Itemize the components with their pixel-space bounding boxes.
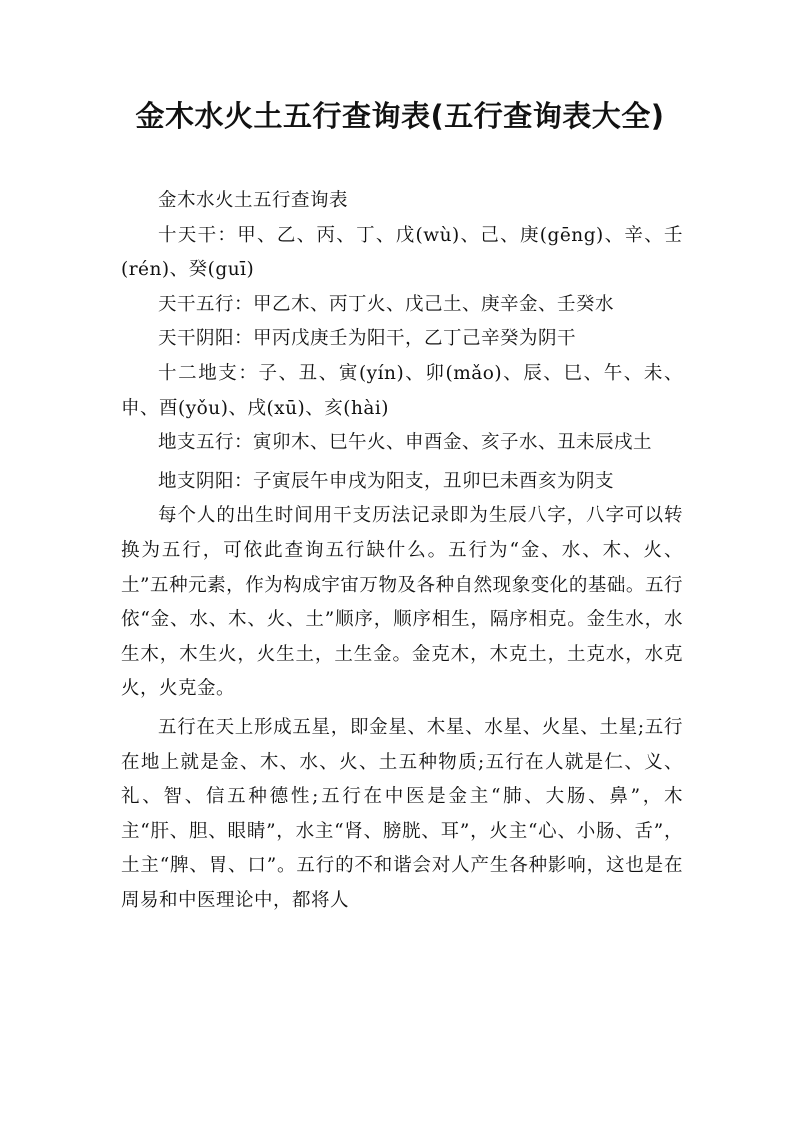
paragraph-five-stars: 五行在天上形成五星，即金星、木星、水星、火星、土星;五行在地上就是金、木、水、火、土五种物质;五行在人就是仁、义、礼、智、信五种德性;五行在中医是金主“肺、大肠、鼻”，木主“肝、胆、眼睛”，水主“肾、膀胱、耳”，火主“心、小肠、舌”，土主“脾、胃、口”。五行的不和谐会对人产生各种影响，这也是在周易和中医理论中，都将人	[121, 716, 683, 911]
page-title: 金木水火土五行查询表(五行查询表大全)	[135, 99, 665, 133]
paragraph-stems-elements: 天干五行：甲乙木、丙丁火、戊己土、庚辛金、壬癸水	[158, 293, 615, 315]
paragraph-branches-yinyang: 地支阴阳：子寅辰午申戌为阳支，丑卯巳未酉亥为阴支	[158, 470, 615, 492]
paragraph-bazi: 每个人的出生时间用干支历法记录即为生辰八字，八字可以转换为五行，可依此查询五行缺什么。五行为“金、水、木、火、土”五种元素，作为构成宇宙万物及各种自然现象变化的基础。五行依“金、水、木、火、土”顺序，顺序相生，隔序相克。金生水，水生木，木生火，火生土，土生金。金克木，木克土，土克水，水克火，火克金。	[121, 505, 683, 700]
paragraph-heavenly-stems: 十天干：甲、乙、丙、丁、戊(wù)、己、庚(gēng)、辛、壬(rén)、癸(guī)	[121, 224, 683, 281]
paragraph-earthly-branches: 十二地支：子、丑、寅(yín)、卯(mǎo)、辰、巳、午、未、申、酉(yǒu)、戌(xū)、亥(hài)	[121, 362, 683, 419]
paragraph-branches-elements: 地支五行：寅卯木、巳午火、申酉金、亥子水、丑未辰戌土	[158, 432, 653, 454]
document-body	[121, 184, 683, 918]
paragraph-stems-yinyang: 天干阴阳：甲丙戊庚壬为阳干，乙丁己辛癸为阴干	[158, 328, 577, 350]
paragraph-subtitle: 金木水火土五行查询表	[158, 190, 349, 211]
